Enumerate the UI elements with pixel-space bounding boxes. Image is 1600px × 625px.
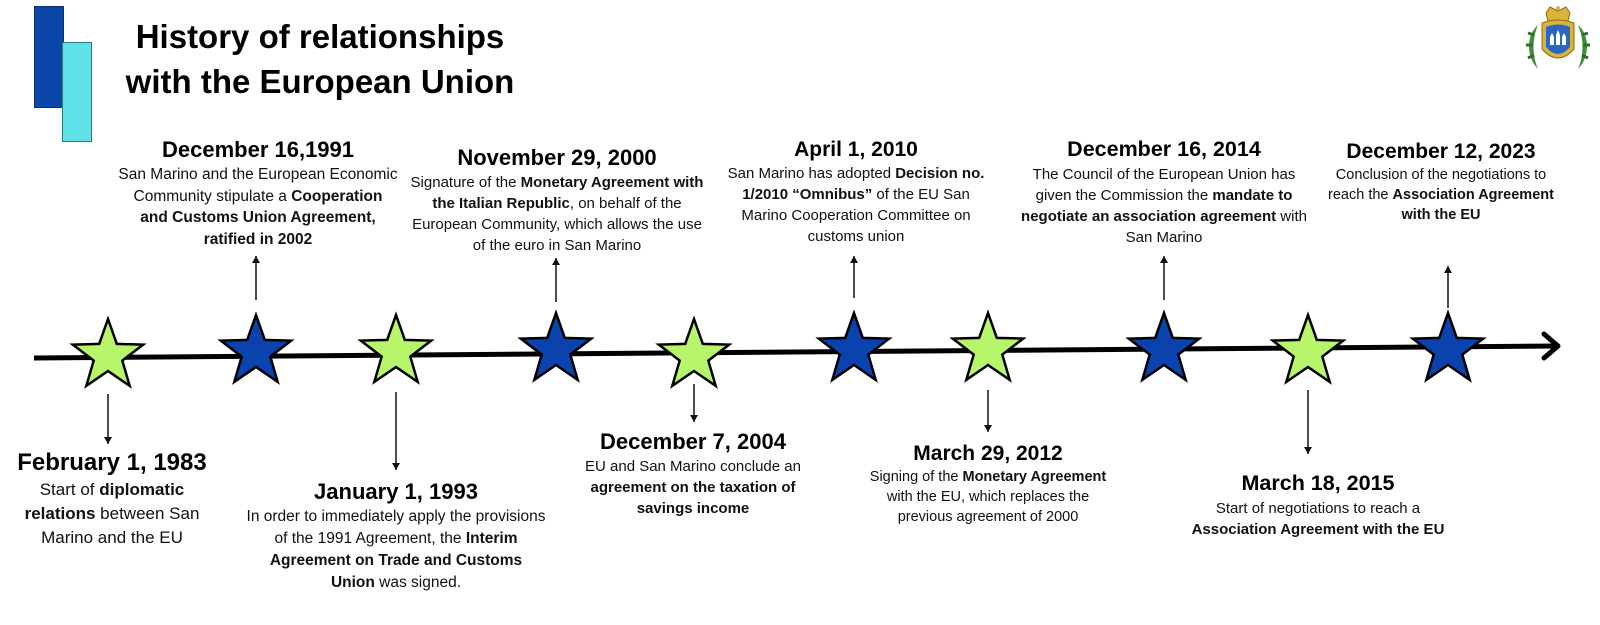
event-description-text: was signed. (374, 574, 462, 591)
event-description (118, 164, 398, 250)
event-description (1318, 165, 1564, 225)
connector-arrow-head (392, 463, 400, 470)
timeline-event (724, 136, 988, 247)
timeline-star-icon (221, 315, 291, 382)
timeline-star-icon (73, 319, 143, 386)
timeline-star-icon (953, 313, 1023, 380)
event-description-bold: agreement on the taxation of savings income (590, 479, 796, 517)
event-description-text: with San Marino (1125, 207, 1307, 246)
event-date: December 7, 2004 (600, 429, 786, 454)
connector-arrow-head (984, 425, 992, 432)
connector-arrow-head (1160, 256, 1168, 263)
timeline-event (410, 144, 704, 256)
event-description-text: Signing of the (869, 469, 963, 485)
event-date: April 1, 2010 (794, 138, 918, 161)
event-description (1018, 164, 1310, 248)
event-date: December 12, 2023 (1346, 140, 1536, 163)
event-description (1180, 498, 1456, 540)
event-date: December 16,1991 (161, 137, 355, 162)
event-date: December 16, 2014 (1067, 137, 1261, 161)
event-date: March 18, 2015 (1241, 471, 1395, 495)
event-description (2, 478, 222, 550)
event-description-bold: diplomatic relations (24, 480, 185, 523)
timeline-event (1180, 470, 1456, 540)
event-description-bold: Decision no. 1/2010 “Omnibus” (742, 165, 985, 203)
connector-arrow-head (552, 258, 560, 265)
event-description-text: Signature of the (410, 174, 521, 191)
timeline-event (1018, 136, 1310, 248)
event-description-bold: Monetary Agreement (962, 469, 1107, 485)
event-description-text: San Marino has adopted (727, 165, 896, 182)
event-date: November 29, 2000 (457, 145, 657, 170)
event-description-text: Start of negotiations to reach a (1215, 499, 1421, 517)
event-date: January 1, 1993 (314, 479, 478, 504)
event-description-bold: Association Agreement with the EU (1191, 520, 1445, 538)
event-description-text: The Council of the European Union has given the Commission the (1032, 165, 1296, 204)
event-description-text: EU and San Marino conclude an (585, 458, 801, 475)
timeline-star-icon (659, 319, 729, 386)
event-description (568, 456, 818, 519)
event-description-bold: Cooperation and Customs Union Agreement, ratified in 2002 (140, 187, 383, 248)
connector-arrow-head (1304, 447, 1312, 454)
timeline-event (868, 440, 1108, 527)
event-description (868, 467, 1108, 527)
connector-arrow-head (252, 256, 260, 263)
event-description-text: In order to immediately apply the provisions of the 1991 Agreement, the (246, 508, 546, 547)
event-description (410, 172, 704, 256)
timeline-event (568, 428, 818, 519)
event-description-bold: Association Agreement with the EU (1392, 187, 1554, 223)
event-description-text: Start of (39, 480, 100, 499)
timeline-star-icon (361, 315, 431, 382)
event-description-bold: mandate to negotiate an association agreement (1021, 186, 1293, 225)
event-description-text: San Marino and the European Economic Community stipulate a (118, 166, 398, 205)
timeline-star-icon (1273, 315, 1343, 382)
event-description-text: Conclusion of the negotiations to reach the (1328, 167, 1547, 203)
event-description-text: between San Marino and the EU (41, 504, 200, 547)
event-description (246, 506, 546, 594)
event-date: February 1, 1983 (17, 449, 207, 476)
connector-arrow-head (850, 256, 858, 263)
event-description-bold: Interim Agreement on Trade and Customs Union (269, 530, 523, 591)
timeline-event (1318, 138, 1564, 225)
event-date: March 29, 2012 (913, 442, 1063, 465)
timeline-star-icon (819, 313, 889, 380)
connector-arrow-head (104, 437, 112, 444)
timeline-star-icon (521, 313, 591, 380)
timeline-event (118, 136, 398, 250)
connector-arrow-head (690, 415, 698, 422)
title-line-1: History of relationships (135, 18, 505, 55)
timeline-star-icon (1129, 313, 1199, 380)
event-description-text: of the EU San Marino Cooperation Committee on customs union (741, 186, 971, 245)
timeline-event (246, 478, 546, 594)
connector-arrow-head (1444, 266, 1452, 273)
event-description-bold: Monetary Agreement with the Italian Republic (432, 174, 704, 212)
event-description (724, 163, 988, 247)
timeline-event (2, 448, 222, 550)
event-description-text: , on behalf of the European Community, which allows the use of the euro in San Marino (412, 195, 702, 254)
timeline-star-icon (1413, 313, 1483, 380)
title-line-2: with the European Union (125, 63, 515, 100)
event-description-text: with the EU, which replaces the previous agreement of 2000 (886, 489, 1090, 525)
